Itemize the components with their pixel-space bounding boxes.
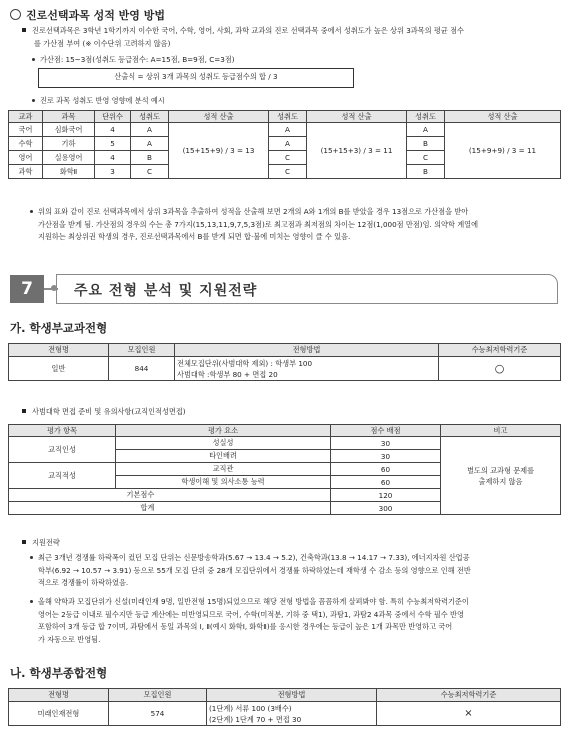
table-row: 국어 심화국어 4 A (15+15+9) / 3 = 13 A (15+15+3) / 3 = 11 A (15+9+9) / 3 = 11 <box>9 123 561 137</box>
chapter-title: 주요 전형 분석 및 지원전략 <box>74 283 258 299</box>
th-achievement-2: 성취도 <box>269 111 307 123</box>
section-title: 진로선택과목 성적 반영 방법 <box>10 7 165 23</box>
table-row: 기본점수 120 <box>9 489 561 502</box>
dot-bullet-icon <box>30 556 33 559</box>
table-row: 교직인성 성실성 30 별도의 교과형 문제를 출제하지 않음 <box>9 437 561 450</box>
table-row: 타인배려 30 <box>9 450 561 463</box>
achievement-table <box>8 110 561 179</box>
table-row: 학생이해 및 의사소통 능력 60 <box>9 476 561 489</box>
bonus-label: 가산점: 15~3점(성취도 등급점수: A=15점, B=9점, C=3점) <box>32 55 235 65</box>
table-row: 미래인재전형 574 (1단계) 서류 100 (3배수) (2단계) 1단계 70 + 면접 30 × <box>9 702 561 726</box>
dot-bullet-icon <box>32 99 35 102</box>
th-subject: 과목 <box>43 111 95 123</box>
th-units: 단위수 <box>95 111 131 123</box>
calc-result-2: (15+15+3) / 3 = 11 <box>307 123 407 179</box>
example-label: 진로 과목 성취도 반영 영향에 분석 예시 <box>32 96 165 106</box>
admission-table-a: 전형명 모집인원 전형방법 수능최저학력기준 일반 844 전체모집단위(사범대학 제외) : 학생부 100 사범대학 :학생부 80 + 면접 20 ○ <box>8 343 561 381</box>
chapter-banner <box>8 274 560 304</box>
dot-bullet-icon <box>30 600 33 603</box>
admission-table-b: 전형명 모집인원 전형방법 수능최저학력기준 미래인재전형 574 (1단계) 서류 100 (3배수) (2단계) 1단계 70 + 면접 30 × <box>8 688 561 726</box>
circle-bullet-icon <box>10 9 21 20</box>
table-row: 합계 300 <box>9 502 561 515</box>
paragraph-intro: 진로선택과목은 3학년 1학기까지 이수한 국어, 수학, 영어, 사회, 과학 교과의 진로 선택과목 중에서 성취도가 높은 상위 3과목의 평균 점수 를 가산점 부여 (※ 이수단위 고려하지 않음) <box>22 25 562 50</box>
remark-cell: 별도의 교과형 문제를 출제하지 않음 <box>441 437 561 515</box>
th-achievement-3: 성취도 <box>407 111 445 123</box>
th-achievement-1: 성취도 <box>131 111 169 123</box>
chapter-number: 7 <box>10 275 44 303</box>
th-calc-1: 성적 산출 <box>169 111 269 123</box>
section-b-title: 나. 학생부종합전형 <box>10 666 108 680</box>
square-bullet-icon <box>22 540 26 544</box>
table-row: 영어 실용영어 4 B C C <box>9 151 561 165</box>
min-criteria-mark: × <box>377 702 561 726</box>
dot-bullet-icon <box>30 210 33 213</box>
square-bullet-icon <box>22 409 26 413</box>
interview-label: 사범대학 면접 준비 및 유의사항(교직인적성면접) <box>22 407 186 417</box>
calc-result-1: (15+15+9) / 3 = 13 <box>169 123 269 179</box>
calc-result-3: (15+9+9) / 3 = 11 <box>445 123 561 179</box>
table-row: 교직적성 교직관 60 <box>9 463 561 476</box>
interview-table: 평가 항목 평가 요소 점수 배점 비고 교직인성 성실성 30 별도의 교과형 문제를 출제하지 않음 타인배려 30 교직적성 교직관 60 학생이해 및 의사소통 능력 60 기본점수 120 합계 300 <box>8 424 561 515</box>
strategy-item-2: 올해 약학과 모집단위가 신설(미래인재 9명, 일반전형 15명)되었으므로 해당 전형 방법을 꼼꼼하게 살펴봐야 함. 특히 수능최저학력기준이 영어는 2등급 이내로 필수지만 등급 계산에는 미반영되므로 국어, 수학(미적분, 기하 중 택1), 과탐1, 과탐2 4과목 중에서 수학 필수 반영 포함하여 3개 등급 합 7이며, 과탐에서 동일 과목의 Ⅰ, Ⅱ(예시 화학Ⅰ, 화학Ⅱ)를 응시한 경우에는 등급이 높은 1개 과목만 반영하고 국어 가 자동으로 반영됨. <box>30 596 562 646</box>
table-row: 수학 기하 5 A A B <box>9 137 561 151</box>
analysis-note: 위의 표와 같이 진로 선택과목에서 상위 3과목을 추출하여 성적을 산출해 보면 2개의 A와 1개의 B를 받았을 경우 13점으로 가산점을 받아 가산점을 받게 됨. 가산점의 경우의 수는 총 7가지(15,13,11,9,7,5,3점)로 최고점과 최저점의 차이는 12점(1,000점 만점)임. 의약학 계열에 지원하는 최상위권 학생의 경우, 진로선택과목에서 B를 받게 되면 합·불에 미치는 영향이 클 수 있음. <box>30 206 562 244</box>
th-subject-group: 교과 <box>9 111 43 123</box>
formula-box: 산출식 = 상위 3개 과목의 성취도 등급점수의 합 / 3 <box>38 68 354 88</box>
table-row: 일반 844 전체모집단위(사범대학 제외) : 학생부 100 사범대학 :학생부 80 + 면접 20 ○ <box>9 357 561 381</box>
min-criteria-mark: ○ <box>439 357 561 381</box>
dot-bullet-icon <box>32 58 35 61</box>
strategy-label: 지원전략 <box>22 538 60 548</box>
strategy-item-1: 최근 3개년 경쟁률 하락폭이 컸던 모집 단위는 신문방송학과(5.67 → 13.4 → 5.2), 건축학과(13.8 → 14.17 → 7.33), 에너지자원 산업공 학부(6.92 → 10.57 → 3.91) 등으로 55개 모집 단위 중 28개 모집단위에서 경쟁률 하락하였는데 재학생 수 감소 등의 영향으로 인해 전반 적으로 경쟁률이 하락하였음. <box>30 552 562 590</box>
section-a-title: 가. 학생부교과전형 <box>10 321 108 335</box>
square-bullet-icon <box>22 28 26 32</box>
th-calc-3: 성적 산출 <box>445 111 561 123</box>
connector-dot-icon <box>51 285 57 291</box>
table-row: 과학 화학Ⅱ 3 C C B <box>9 165 561 179</box>
th-calc-2: 성적 산출 <box>307 111 407 123</box>
